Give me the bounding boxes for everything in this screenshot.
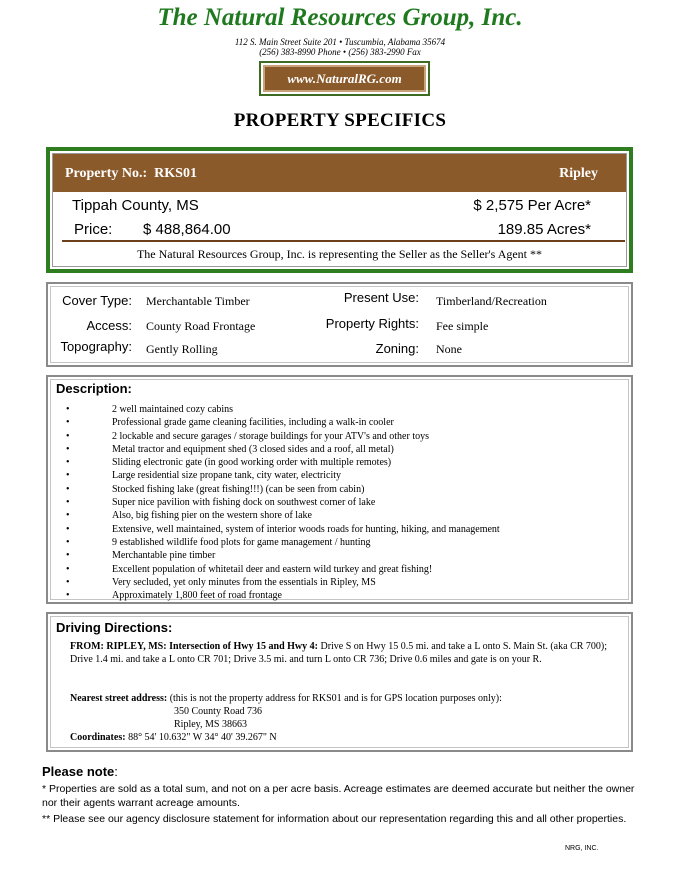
price-value: $ 488,864.00 — [143, 221, 231, 238]
access-value: County Road Frontage — [146, 319, 256, 333]
list-item-text: Metal tractor and equipment shed (3 closed sides and a roof, all metal) — [112, 443, 394, 455]
present-use-label: Present Use: — [343, 290, 419, 305]
property-specs-box — [46, 282, 633, 367]
page-title: PROPERTY SPECIFICS — [233, 110, 447, 131]
list-item-text: Very secluded, yet only minutes from the essentials in Ripley, MS — [112, 576, 376, 588]
acreage: 189.85 Acres* — [497, 221, 591, 238]
price-label: Price: — [74, 221, 113, 238]
agent-note: The Natural Resources Group, Inc. is representing the Seller as the Seller's Agent ** — [136, 247, 543, 261]
property-rights-value: Fee simple — [436, 319, 489, 333]
list-item — [66, 403, 623, 416]
bullet-icon: • — [66, 417, 70, 429]
list-item — [66, 536, 623, 549]
property-number — [65, 166, 197, 182]
coordinates-value: 88° 54' 10.632" W 34° 40' 39.267" N — [125, 732, 277, 743]
directions-route: Drive S on Hwy 15 0.5 mi. and take a L onto S. Main St. (aka CR 700); Drive 1.4 mi. and take a L onto CR 701; Drive 3.5 mi. and turn L onto CR 736; Drive 0.6 miles and gate is on your R. — [70, 641, 608, 665]
property-rights-label: Property Rights: — [325, 316, 419, 331]
company-address: 112 S. Main Street Suite 201 • Tuscumbia, Alabama 35674 — [234, 37, 446, 47]
footer-company: NRG, INC. — [565, 845, 599, 852]
list-item-text: Large residential size propane tank, city water, electricity — [112, 470, 342, 482]
list-item-text: Merchantable pine timber — [112, 550, 216, 562]
list-item — [66, 483, 623, 496]
company-name: The Natural Resources Group, Inc. — [157, 4, 523, 31]
description-box — [46, 375, 633, 604]
description-list — [66, 403, 623, 602]
bullet-icon: • — [66, 590, 70, 602]
access-label: Access: — [86, 318, 132, 333]
directions-from: FROM: RIPLEY, MS: Intersection of Hwy 15 and Hwy 4: — [70, 641, 318, 652]
street-address: 350 County Road 736 — [174, 706, 263, 717]
directions-text — [70, 640, 617, 666]
list-item — [66, 469, 623, 482]
divider — [62, 240, 625, 242]
list-item — [66, 430, 623, 443]
coordinates-label: Coordinates: — [70, 732, 126, 743]
notes-heading-text: Please note — [42, 764, 115, 779]
nearest-address-note: (this is not the property address for RKS01 and is for GPS location purposes only): — [167, 693, 502, 704]
property-county: Tippah County, MS — [72, 197, 199, 214]
list-item-text: Also, big fishing pier on the western shore of lake — [112, 510, 312, 522]
list-item-text: Excellent population of whitetail deer and eastern wild turkey and great fishing! — [112, 563, 433, 575]
list-item-text: Stocked fishing lake (great fishing!!!) (can be seen from cabin) — [112, 483, 365, 495]
zoning-value: None — [436, 342, 462, 356]
list-item-text: Approximately 1,800 feet of road frontage — [112, 590, 282, 602]
property-summary-box — [46, 147, 633, 273]
cover-type-label: Cover Type: — [62, 293, 132, 308]
driving-directions-box — [46, 612, 633, 752]
list-item — [66, 589, 623, 602]
list-item — [66, 523, 623, 536]
coordinates — [70, 731, 617, 744]
property-header-bar — [53, 154, 626, 192]
zoning-label: Zoning: — [375, 341, 419, 356]
list-item — [66, 443, 623, 456]
website-button[interactable] — [259, 61, 430, 96]
bullet-icon: • — [66, 576, 70, 588]
list-item — [66, 576, 623, 589]
list-item-text: 2 well maintained cozy cabins — [112, 404, 234, 415]
list-item-text: Super nice pavilion with fishing dock on southwest corner of lake — [112, 497, 376, 509]
bullet-icon: • — [66, 430, 70, 442]
present-use-value: Timberland/Recreation — [436, 294, 547, 308]
property-city: Ripley — [559, 166, 598, 181]
bullet-icon: • — [66, 563, 70, 575]
bullet-icon: • — [66, 510, 70, 522]
bullet-icon: • — [66, 523, 70, 535]
list-item — [66, 416, 623, 429]
list-item-text: Professional grade game cleaning facilities, including a walk-in cooler — [112, 417, 394, 429]
bullet-icon: • — [66, 497, 70, 509]
price-per-acre: $ 2,575 Per Acre* — [473, 197, 591, 214]
website-link[interactable]: www.NaturalRG.com — [263, 65, 426, 92]
nearest-address — [70, 692, 617, 705]
bullet-icon: • — [66, 550, 70, 562]
list-item-text: Extensive, well maintained, system of interior woods roads for hunting, hiking, and management — [112, 523, 500, 535]
notes-heading-colon: : — [114, 764, 118, 779]
list-item — [66, 496, 623, 509]
notes-heading — [42, 764, 118, 779]
list-item-text: Sliding electronic gate (in good working order with multiple remotes) — [112, 457, 392, 469]
nearest-address-label: Nearest street address: — [70, 693, 168, 704]
list-item — [66, 549, 623, 562]
description-heading: Description: — [56, 381, 132, 396]
city-zip: Ripley, MS 38663 — [174, 719, 247, 730]
bullet-icon: • — [66, 443, 70, 455]
note-acreage: * Properties are sold as a total sum, and not on a per acre basis. Acreage estimates are deemed accurate but neither the owner nor their agents warrant acreage amounts. — [42, 783, 635, 809]
bullet-icon: • — [66, 483, 70, 495]
list-item-text: 2 lockable and secure garages / storage buildings for your ATV's and other toys — [112, 430, 429, 442]
topography-label: Topography: — [60, 339, 132, 354]
bullet-icon: • — [66, 470, 70, 482]
list-item-text: 9 established wildlife food plots for game management / hunting — [112, 536, 371, 548]
cover-type-value: Merchantable Timber — [146, 294, 250, 308]
property-number-value: RKS01 — [154, 166, 197, 181]
property-number-label: Property No.: — [65, 166, 148, 181]
note-agency: ** Please see our agency disclosure statement for information about our representation regarding this and all other properties. — [42, 813, 627, 825]
list-item — [66, 509, 623, 522]
topography-value: Gently Rolling — [146, 342, 218, 356]
bullet-icon: • — [66, 457, 70, 469]
directions-heading: Driving Directions: — [56, 620, 173, 635]
bullet-icon: • — [66, 404, 70, 415]
bullet-icon: • — [66, 536, 70, 548]
list-item — [66, 563, 623, 576]
list-item — [66, 456, 623, 469]
company-phone: (256) 383-8990 Phone • (256) 383-2990 Fax — [259, 47, 421, 57]
